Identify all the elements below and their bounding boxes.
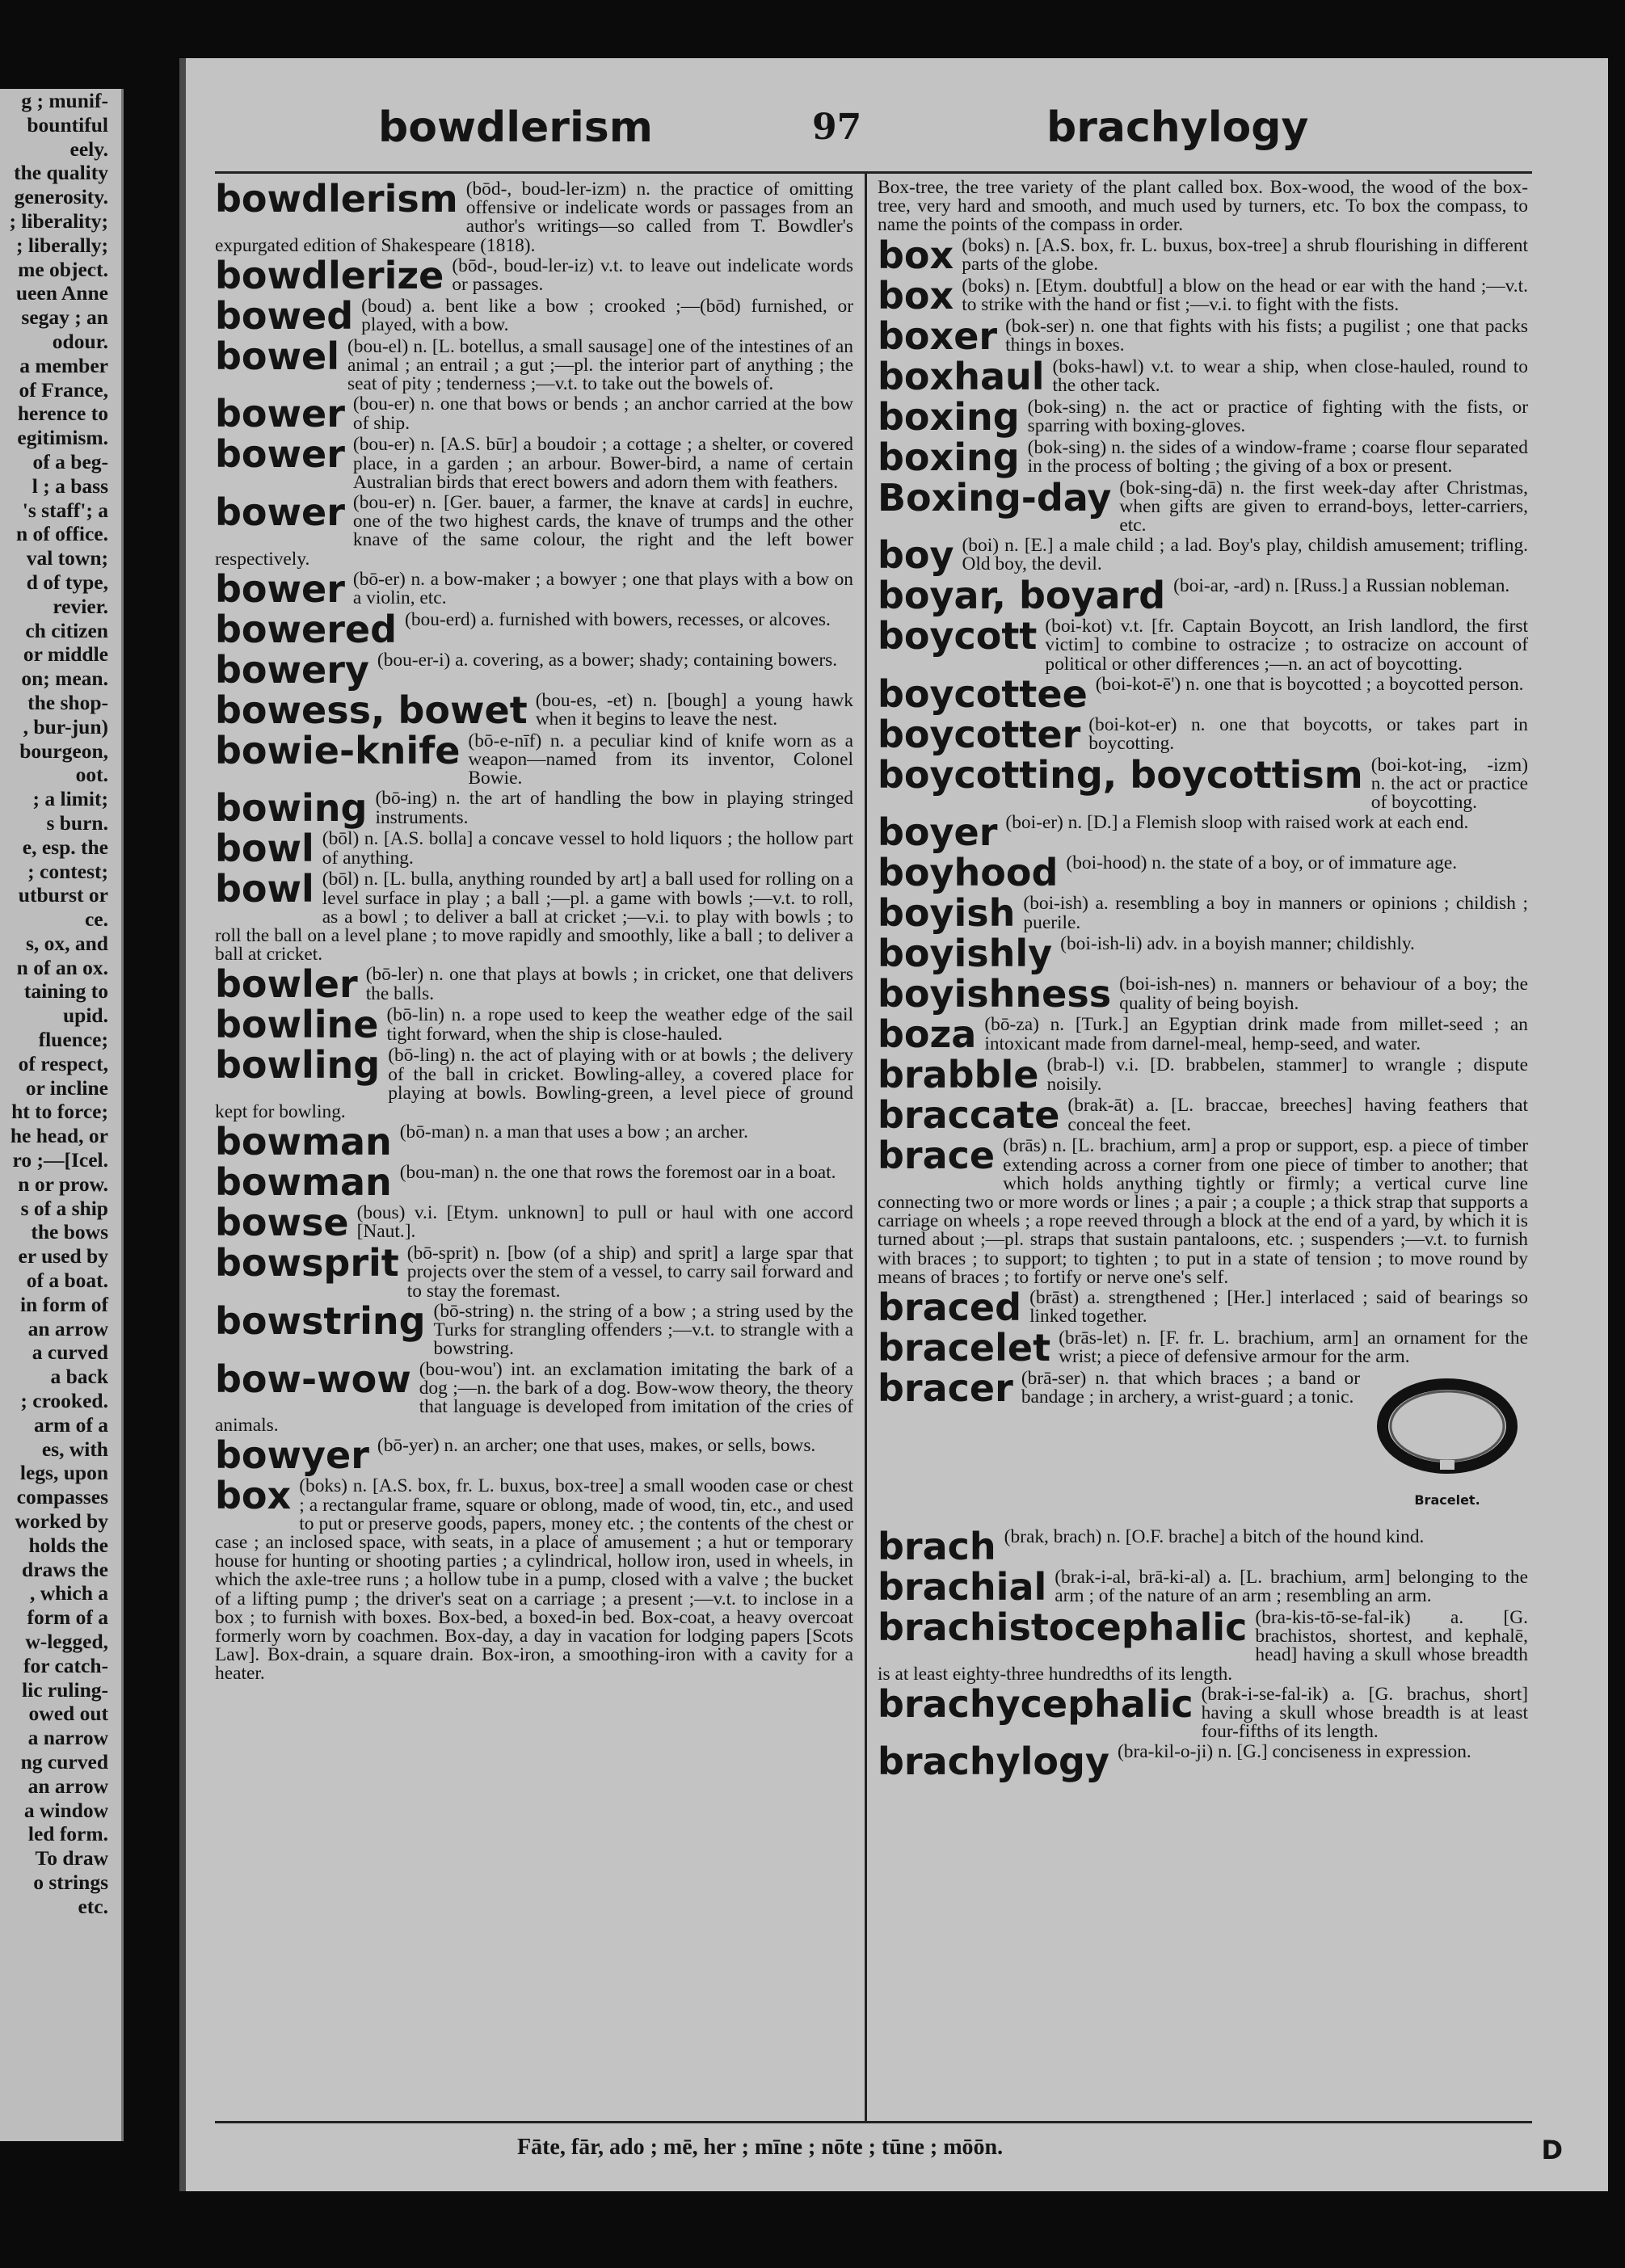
left-page-line: compasses (16, 1485, 108, 1509)
definition: (boi-kot-ē') n. one that is boycotted ; a boycotted person. (1095, 673, 1524, 695)
left-page-line: of France, (19, 377, 108, 402)
signature-mark: D (1541, 2135, 1563, 2165)
dictionary-entry (878, 712, 1528, 756)
bracelet-illustration (1366, 1370, 1528, 1523)
definition: (bō-ing) n. the art of handling the bow in playing stringed instruments. (375, 788, 853, 828)
left-page-line: a curved (32, 1340, 108, 1365)
left-page-line: l ; a bass (32, 473, 108, 498)
definition: (boi-er) n. [D.] a Flemish sloop with raised work at each end. (1005, 812, 1469, 834)
definition: (bra-kil-o-ji) n. [G.] conciseness in expression. (1117, 1741, 1471, 1763)
dictionary-entry (215, 1043, 853, 1123)
definition: (brak-i-se-fal-ik) a. [G. brachus, short] having a skull whose breadth is at least four-fifths of its length. (1201, 1683, 1528, 1743)
headword: bowyer (215, 1433, 369, 1478)
dictionary-entry (878, 273, 1528, 318)
headword: boycott (878, 614, 1038, 659)
dictionary-page (179, 58, 1608, 2191)
definition: (bous) v.i. [Etym. unknown] to pull or haul with one accord [Naut.]. (356, 1202, 853, 1243)
left-page-line: w-legged, (25, 1630, 108, 1653)
definition: (brak-i-al, brā-ki-al) a. [L. brachium, arm] belonging to the arm ; of the nature of an arm ; resembling an arm. (1055, 1567, 1528, 1607)
page-number: 97 (812, 107, 862, 148)
left-page-line: an arrow (27, 1774, 108, 1798)
headword: braccate (878, 1093, 1060, 1138)
headword: bowler (215, 962, 358, 1007)
definition: (bōd-, boud-ler-iz) v.t. to leave out indelicate words or passages. (452, 255, 853, 296)
headword: brach (878, 1525, 996, 1569)
dictionary-entry (215, 647, 853, 692)
definition: (bou-er) n. one that bows or bends ; an anchor carried at the bow of ship. (352, 393, 853, 434)
definition: (boi-kot-er) n. one that boycotts, or takes part in boycotting. (1088, 713, 1528, 755)
left-page-line: d of type, (26, 570, 108, 594)
dictionary-entry (878, 1326, 1528, 1370)
left-page-line: of a boat. (26, 1269, 108, 1293)
dictionary-entry (215, 293, 853, 338)
definition: (bou-er) n. [Ger. bauer, a farmer, the knave at cards] in euchre, one of the two highest cards, the knave of trumps and the other knave of the same colour, the right and the left bower respectively. (215, 492, 853, 570)
left-page-line: of respect, (18, 1051, 108, 1075)
left-page-line: ; liberally; (15, 233, 108, 257)
headword: boxing (878, 394, 1020, 439)
left-page-line: ro ;—[Icel. (12, 1148, 108, 1172)
left-page-line: ng curved (20, 1749, 108, 1774)
adjacent-page-fragment (0, 89, 124, 2141)
dictionary-entry (215, 566, 853, 611)
dictionary-entry (215, 1241, 853, 1302)
definition: (bou-er-i) a. covering, as a bower; shady; containing bowers. (377, 649, 838, 671)
left-page-line: an arrow (27, 1316, 108, 1340)
column-divider (865, 174, 867, 2121)
left-page-line: me object. (18, 257, 108, 281)
dictionary-entry (215, 962, 853, 1007)
dictionary-entry (215, 728, 853, 789)
left-page-line: s burn. (46, 810, 108, 835)
dictionary-entry (878, 475, 1528, 536)
headword: bracelet (878, 1326, 1051, 1370)
definition: (boi-ish-li) adv. in a boyish manner; childishly. (1060, 933, 1415, 955)
dictionary-entry (215, 1120, 853, 1164)
dictionary-entry (215, 1160, 853, 1205)
figure-caption: Bracelet. (1414, 1492, 1480, 1508)
dictionary-entry (215, 1003, 853, 1047)
dictionary-entry (215, 1298, 853, 1360)
dictionary-entry (215, 392, 853, 436)
headword: bowl (215, 867, 314, 911)
pronunciation-key: Fāte, fār, ado ; mē, her ; mīne ; nōte ; tūne ; mōōn. (517, 2135, 1004, 2160)
left-page-line: a window (23, 1798, 108, 1822)
definition: (brā-ser) n. that which braces ; a band or bandage ; in archery, a wrist-guard ; a tonic. (1021, 1368, 1360, 1408)
definition: (boi-ish-nes) n. manners or behaviour of a boy; the quality of being boyish. (1119, 974, 1528, 1014)
dictionary-entry (215, 432, 853, 493)
headword: bowed (215, 293, 354, 338)
headword: bowdlerize (215, 253, 444, 297)
headword: brachistocephalic (878, 1605, 1248, 1650)
dictionary-entry (215, 688, 853, 732)
left-page-line: utburst or (18, 883, 108, 907)
definition: (bou-es, -et) n. [bough] a young hawk when it begins to leave the nest. (535, 689, 853, 730)
headword: boyish (878, 891, 1016, 936)
dictionary-entry (878, 1134, 1528, 1288)
left-page-line: arm of a (33, 1412, 108, 1437)
definition: (boks) n. [A.S. box, fr. L. buxus, box-tree] a small wooden case or chest ; a rectangular frame, square or oblong, made of wood, tin, etc., and used to put or preserve goods, papers, money etc. ; the contents of the chest or case ; an inclosed space, with seats, in a place of amusement ; a hut or temporary house for hunting or shooting parties ; a cylindrical, hollow iron, used in wheels, in which the axle-tree runs ; a hollow tube in a pump, closed with a valve ; the bucket of a lifting pump ; the driver's seat on a carriage ; a present ;—v.t. to inclose in a box ; to furnish with boxes. Box-bed, a boxed-in bed. Box-coat, a heavy overcoat formerly worn by coachmen. Box-day, a day in vacation for lodging papers [Scots Law]. Box-drain, a square drain. Box-iron, a smoothing-iron with a cavity for a heater. (215, 1475, 853, 1685)
left-page-line: holds the (28, 1533, 108, 1557)
headword: boxer (878, 313, 998, 358)
definition: (bō-e-nīf) n. a peculiar kind of knife worn as a weapon—named from its inventor, Colonel Bowie. (468, 730, 853, 789)
dictionary-entry (878, 752, 1528, 814)
left-page-line: egitimism. (17, 426, 108, 450)
left-page-line: n of office. (15, 522, 108, 546)
dictionary-entry (878, 533, 1528, 578)
headword: box (878, 273, 954, 318)
definition: (boks) n. [Etym. doubtful] a blow on the head or ear with the hand ;—v.t. to strike with the hand or fist ;—v.i. to fight with the fists. (962, 275, 1528, 315)
left-page-line: eely. (69, 137, 108, 161)
left-page-line: n or prow. (18, 1172, 108, 1196)
dictionary-entry (878, 313, 1528, 358)
dictionary-entry (878, 891, 1528, 936)
headword: bowess, bowet (215, 688, 528, 732)
left-page-line: n of an ox. (16, 955, 108, 979)
definition: (boks) n. [A.S. box, fr. L. buxus, box-tree] a shrub flourishing in different parts of the globe. (962, 234, 1528, 275)
left-page-line: a member (19, 353, 108, 377)
left-page-line: ch citizen (25, 618, 108, 642)
left-column (215, 174, 853, 2127)
definition: (bok-sing-dā) n. the first week-day after Christmas, when gifts are given to errand-boys, letter-carriers, etc. (1119, 477, 1528, 536)
left-page-line: for catch- (23, 1653, 108, 1677)
definition: (bō-sprit) n. [bow (of a ship) and sprit] a large spar that projects over the stem of a vessel, to carry sail forward and to stay the foremast. (406, 1243, 853, 1302)
dictionary-entry (878, 932, 1528, 976)
left-page-line: form of a (27, 1605, 108, 1630)
dictionary-entry (878, 671, 1528, 716)
left-page-line: To draw (35, 1846, 108, 1870)
headword: bowdlerism (215, 177, 458, 221)
left-page-line: herence to (17, 402, 108, 426)
dictionary-entry (878, 1012, 1528, 1057)
dictionary-entry (878, 435, 1528, 479)
left-page-line: g ; munif- (21, 89, 108, 112)
dictionary-entry (215, 1474, 853, 1685)
headword: boy (878, 533, 954, 578)
definition: (bō-man) n. a man that uses a bow ; an archer. (399, 1121, 749, 1143)
definition: (bō-ler) n. one that plays at bowls ; in cricket, one that delivers the balls. (365, 964, 853, 1004)
definition: (bōl) n. [L. bulla, anything rounded by art] a ball used for rolling on a level surface in play ; a ball ;—pl. a game with bowls ;—v.t. to roll, as a bowl ; to deliver a ball at cricket ;—v.i. to play with bowls ; to roll the ball on a level plane ; to move rapidly and smoothly, like a ball ; to deliver a ball at cricket. (215, 869, 853, 966)
definition: (bok-sing) n. the act or practice of fighting with the fists, or sparring with boxing-gloves. (1027, 396, 1528, 436)
dictionary-entry (878, 1366, 1528, 1526)
headword: bowman (215, 1120, 392, 1164)
headword: boycotter (878, 712, 1081, 756)
left-page-line: es, with (41, 1437, 108, 1461)
definition: (brās) n. [L. brachium, arm] a prop or support, esp. a piece of timber extending across a corner from one piece of timber to another; that which holds anything tightly or firmly; a vertical curve line connecting two or more words or lines ; a pair ; a couple ; a thick strap that supports a carriage on wheels ; a rope reeved through a block at the end of a yard, by which it is turned about ;—pl. straps that sustain pantaloons, etc. ; suspenders ;—v.t. to furnish with braces ; to support; to tighten ; to put in a state of tension ; to move round by means of braces ; to fortify or nerve one's self. (878, 1135, 1528, 1288)
definition: (bō-er) n. a bow-maker ; a bowyer ; one that plays with a bow on a violin, etc. (352, 568, 853, 609)
left-page-line: in form of (19, 1292, 108, 1316)
left-page-line: or middle (23, 642, 108, 667)
headword: boxing (878, 435, 1020, 479)
dictionary-entry (878, 1605, 1528, 1685)
dictionary-entry (215, 1357, 853, 1437)
headword: brachylogy (878, 1740, 1109, 1784)
left-page-line: ; contest; (27, 859, 108, 883)
dictionary-entry (878, 233, 1528, 277)
left-page-line: o strings (33, 1870, 108, 1894)
definition: (bok-ser) n. one that fights with his fists; a pugilist ; one that packs things in boxes. (1005, 315, 1528, 356)
left-page-line: revier. (53, 594, 108, 618)
headword: bowered (215, 607, 398, 651)
headword: bowsprit (215, 1241, 399, 1285)
left-page-line: ce. (84, 907, 108, 932)
right-column (878, 174, 1528, 2126)
left-page-line: led form. (27, 1822, 108, 1846)
left-page-line: generosity. (14, 185, 108, 209)
dictionary-entry (878, 614, 1528, 675)
definition: (boi-kot) v.t. [fr. Captain Boycott, an Irish landlord, the first victim] to combine to ostracize ; to ostracize on account of political or other differences ;—n. an act of boycotting. (1045, 616, 1528, 675)
headword: bowline (215, 1003, 379, 1047)
dictionary-entry (878, 1740, 1528, 1784)
definition: (bō-za) n. [Turk.] an Egyptian drink made from millet-seed ; an intoxicant made from darnel-meal, hemp-seed, and water. (984, 1014, 1528, 1054)
headword: bower (215, 432, 345, 477)
left-page-line: owed out (28, 1702, 108, 1726)
definition: (bō-string) n. the string of a bow ; a string used by the Turks for strangling offenders ;—v.t. to strangle with a bowstring. (433, 1300, 853, 1360)
dictionary-entry (878, 1093, 1528, 1138)
headword: bower (215, 490, 345, 535)
left-page-line: on; mean. (21, 667, 108, 691)
definition: (brab-l) v.i. [D. brabbelen, stammer] to wrangle ; dispute noisily. (1046, 1054, 1528, 1095)
definition: (boks-hawl) v.t. to wear a ship, when close-hauled, round to the other tack. (1052, 356, 1528, 396)
headword: bower (215, 392, 345, 436)
bracelet-drawing (1370, 1370, 1524, 1491)
left-page-line: lic ruling- (22, 1677, 108, 1702)
headword: boycotting, boycottism (878, 752, 1363, 797)
definition: (bra-kis-tō-se-fal-ik) a. [G. brachistos, shortest, and kephalē, head] having a skull whose breadth is at least eighty-three hundredths of its length. (878, 1607, 1528, 1685)
left-page-line: 's staff'; a (22, 498, 108, 522)
headword: bowl (215, 827, 314, 871)
left-page-line: fluence; (38, 1028, 108, 1052)
left-page-line: worked by (15, 1509, 108, 1534)
left-page-line: draws the (22, 1557, 108, 1581)
definition: (boi-ar, -ard) n. [Russ.] a Russian nobleman. (1173, 575, 1510, 597)
definition: (bou-el) n. [L. botellus, a small sausage] one of the intestines of an animal ; an entrail ; a gut ;—pl. the interior part of anything ; the seat of pity ; tenderness ;—v.t. to take out the bowels of. (347, 335, 853, 395)
left-page-line: the bows (31, 1220, 108, 1244)
headword: boyishly (878, 932, 1053, 976)
definition: (bou-man) n. the one that rows the foremost oar in a boat. (399, 1162, 836, 1184)
headword: bower (215, 566, 345, 611)
dictionary-entry (878, 1285, 1528, 1330)
entry-continuation: Box-tree, the tree variety of the plant called box. Box-wood, the wood of the box-tree, very hard and smooth, and much used by turners, etc. To box the compass, to name the points of the compass in order. (878, 177, 1528, 236)
left-page-line: bourgeon, (19, 738, 108, 763)
left-page-line: segay ; an (21, 305, 108, 330)
left-page-line: odour. (52, 329, 108, 353)
running-header (186, 103, 1608, 176)
dictionary-entry (215, 1201, 853, 1245)
page-footer (186, 2135, 1608, 2167)
left-page-line: the shop- (27, 690, 108, 714)
dictionary-entry (215, 867, 853, 966)
left-page-line: a back (50, 1365, 108, 1389)
left-page-line: oot. (75, 763, 108, 787)
headword: boza (878, 1012, 977, 1057)
dictionary-entry (215, 607, 853, 651)
dictionary-entry (878, 972, 1528, 1016)
headword: boxhaul (878, 354, 1045, 398)
left-page-line: ; liberality; (9, 208, 108, 233)
headword: brachial (878, 1565, 1047, 1609)
left-page-line: , bur-jun) (23, 714, 108, 738)
dictionary-entry (215, 490, 853, 570)
definition: (bou-wou') int. an exclamation imitating the bark of a dog ;—n. the bark of a dog. Bow-wow theory, the theory that language is developed from imitation of the cries of animals. (215, 1358, 853, 1437)
dictionary-entry (215, 786, 853, 831)
definition: (boi) n. [E.] a male child ; a lad. Boy's play, childish amusement; trifling. Old boy, the devil. (962, 535, 1528, 575)
dictionary-entry (878, 851, 1528, 895)
dictionary-entry (215, 253, 853, 297)
headword: boyer (878, 810, 998, 855)
left-page-line: s of a ship (20, 1196, 108, 1220)
columns (215, 171, 1532, 2123)
left-page-line: legs, upon (19, 1461, 108, 1485)
headword: braced (878, 1285, 1022, 1330)
left-page-line: s, ox, and (25, 931, 108, 955)
definition: (bō-lin) n. a rope used to keep the weather edge of the sail tight forward, when the ship is close-hauled. (386, 1004, 853, 1045)
left-page-line: upid. (62, 1004, 108, 1028)
definition: (boud) a. bent like a bow ; crooked ;—(bōd) furnished, or played, with a bow. (361, 295, 853, 336)
dictionary-entry (878, 1565, 1528, 1609)
header-first-word: bowdlerism (378, 103, 653, 152)
definition: (bok-sing) n. the sides of a window-frame ; coarse flour separated in the process of bolting ; the giving of a box or present. (1027, 436, 1528, 477)
definition: (brāst) a. strengthened ; [Her.] interlaced ; said of bearings so linked together. (1029, 1287, 1528, 1328)
left-page-line: or incline (25, 1075, 108, 1100)
dictionary-entry (878, 1053, 1528, 1097)
left-page-line: he head, or (10, 1124, 108, 1148)
headword: bow-wow (215, 1357, 411, 1401)
left-page-line: bountiful (27, 112, 108, 137)
headword: boyhood (878, 851, 1059, 895)
headword: boyishness (878, 972, 1112, 1016)
left-page-line: ; a limit; (32, 787, 108, 811)
definition: (brās-let) n. [F. fr. L. brachium, arm] an ornament for the wrist; a piece of defensive armour for the arm. (1059, 1328, 1528, 1368)
headword: bowel (215, 334, 339, 378)
left-page-line: ; crooked. (20, 1389, 108, 1413)
dictionary-entry (215, 177, 853, 256)
headword: bowstring (215, 1298, 426, 1343)
dictionary-entry (878, 574, 1528, 618)
left-page-line: etc. (78, 1894, 108, 1918)
dictionary-entry (878, 354, 1528, 398)
headword: box (878, 233, 954, 277)
definition: (boi-hood) n. the state of a boy, or of immature age. (1066, 852, 1458, 874)
left-page-line: , which a (29, 1581, 108, 1605)
headword: bowing (215, 786, 368, 831)
left-page-line: ueen Anne (15, 281, 108, 305)
headword: boycottee (878, 671, 1088, 716)
definition: (bōl) n. [A.S. bolla] a concave vessel to hold liquors ; the hollow part of anything. (322, 828, 853, 869)
dictionary-entry (215, 334, 853, 395)
header-last-word: brachylogy (1046, 103, 1309, 152)
dictionary-entry (215, 1433, 853, 1478)
headword: bowie-knife (215, 728, 461, 772)
left-page-line: the quality (14, 161, 108, 185)
left-page-line: er used by (18, 1244, 108, 1269)
left-page-line: a narrow (27, 1726, 108, 1750)
headword: bowse (215, 1201, 349, 1245)
left-page-line: e, esp. the (22, 835, 108, 859)
dictionary-entry (878, 1681, 1528, 1743)
left-page-line: of a beg- (32, 449, 108, 473)
dictionary-entry (878, 394, 1528, 439)
headword: bowery (215, 647, 369, 692)
headword: bowling (215, 1043, 381, 1088)
headword: brabble (878, 1053, 1039, 1097)
left-page-line: taining to (23, 979, 108, 1004)
definition: (brak-āt) a. [L. braccae, breeches] having feathers that conceal the feet. (1067, 1095, 1528, 1135)
dictionary-entry (878, 810, 1528, 855)
headword: brachycephalic (878, 1681, 1193, 1726)
left-page-line: ht to force; (11, 1100, 108, 1124)
headword: bowman (215, 1160, 392, 1205)
dictionary-entry (878, 1525, 1528, 1569)
left-page-line: val town; (26, 546, 108, 570)
dictionary-entry (215, 827, 853, 871)
headword: bracer (878, 1366, 1013, 1411)
headword: brace (878, 1134, 996, 1178)
definition: (boi-kot-ing, -izm) n. the act or practice of boycotting. (1370, 754, 1528, 814)
headword: box (215, 1474, 292, 1518)
definition: (bōd-, boud-ler-izm) n. the practice of omitting offensive or indelicate words or passages from an author's writings—so called from T. Bowdler's expurgated edition of Shakespeare (1818). (215, 179, 853, 256)
definition: (bō-ling) n. the act of playing with or at bowls ; the delivery of the ball in cricket. Bowling-alley, a covered place for playing at bowls. Bowling-green, a level piece of ground kept for bowling. (215, 1045, 853, 1123)
definition: (bou-er) n. [A.S. būr] a boudoir ; a cottage ; a shelter, or covered place, in a garden ; an arbour. Bower-bird, a name of certain Australian birds that erect bowers and adorn them with feathers. (352, 434, 853, 493)
definition: (boi-ish) a. resembling a boy in manners or opinions ; childish ; puerile. (1023, 893, 1528, 933)
definition: (bō-yer) n. an archer; one that uses, makes, or sells, bows. (377, 1435, 816, 1457)
definition: (bou-erd) a. furnished with bowers, recesses, or alcoves. (405, 608, 831, 630)
headword: boyar, boyard (878, 574, 1166, 618)
definition: (brak, brach) n. [O.F. brache] a bitch of the hound kind. (1004, 1526, 1425, 1548)
headword: Boxing-day (878, 475, 1112, 520)
